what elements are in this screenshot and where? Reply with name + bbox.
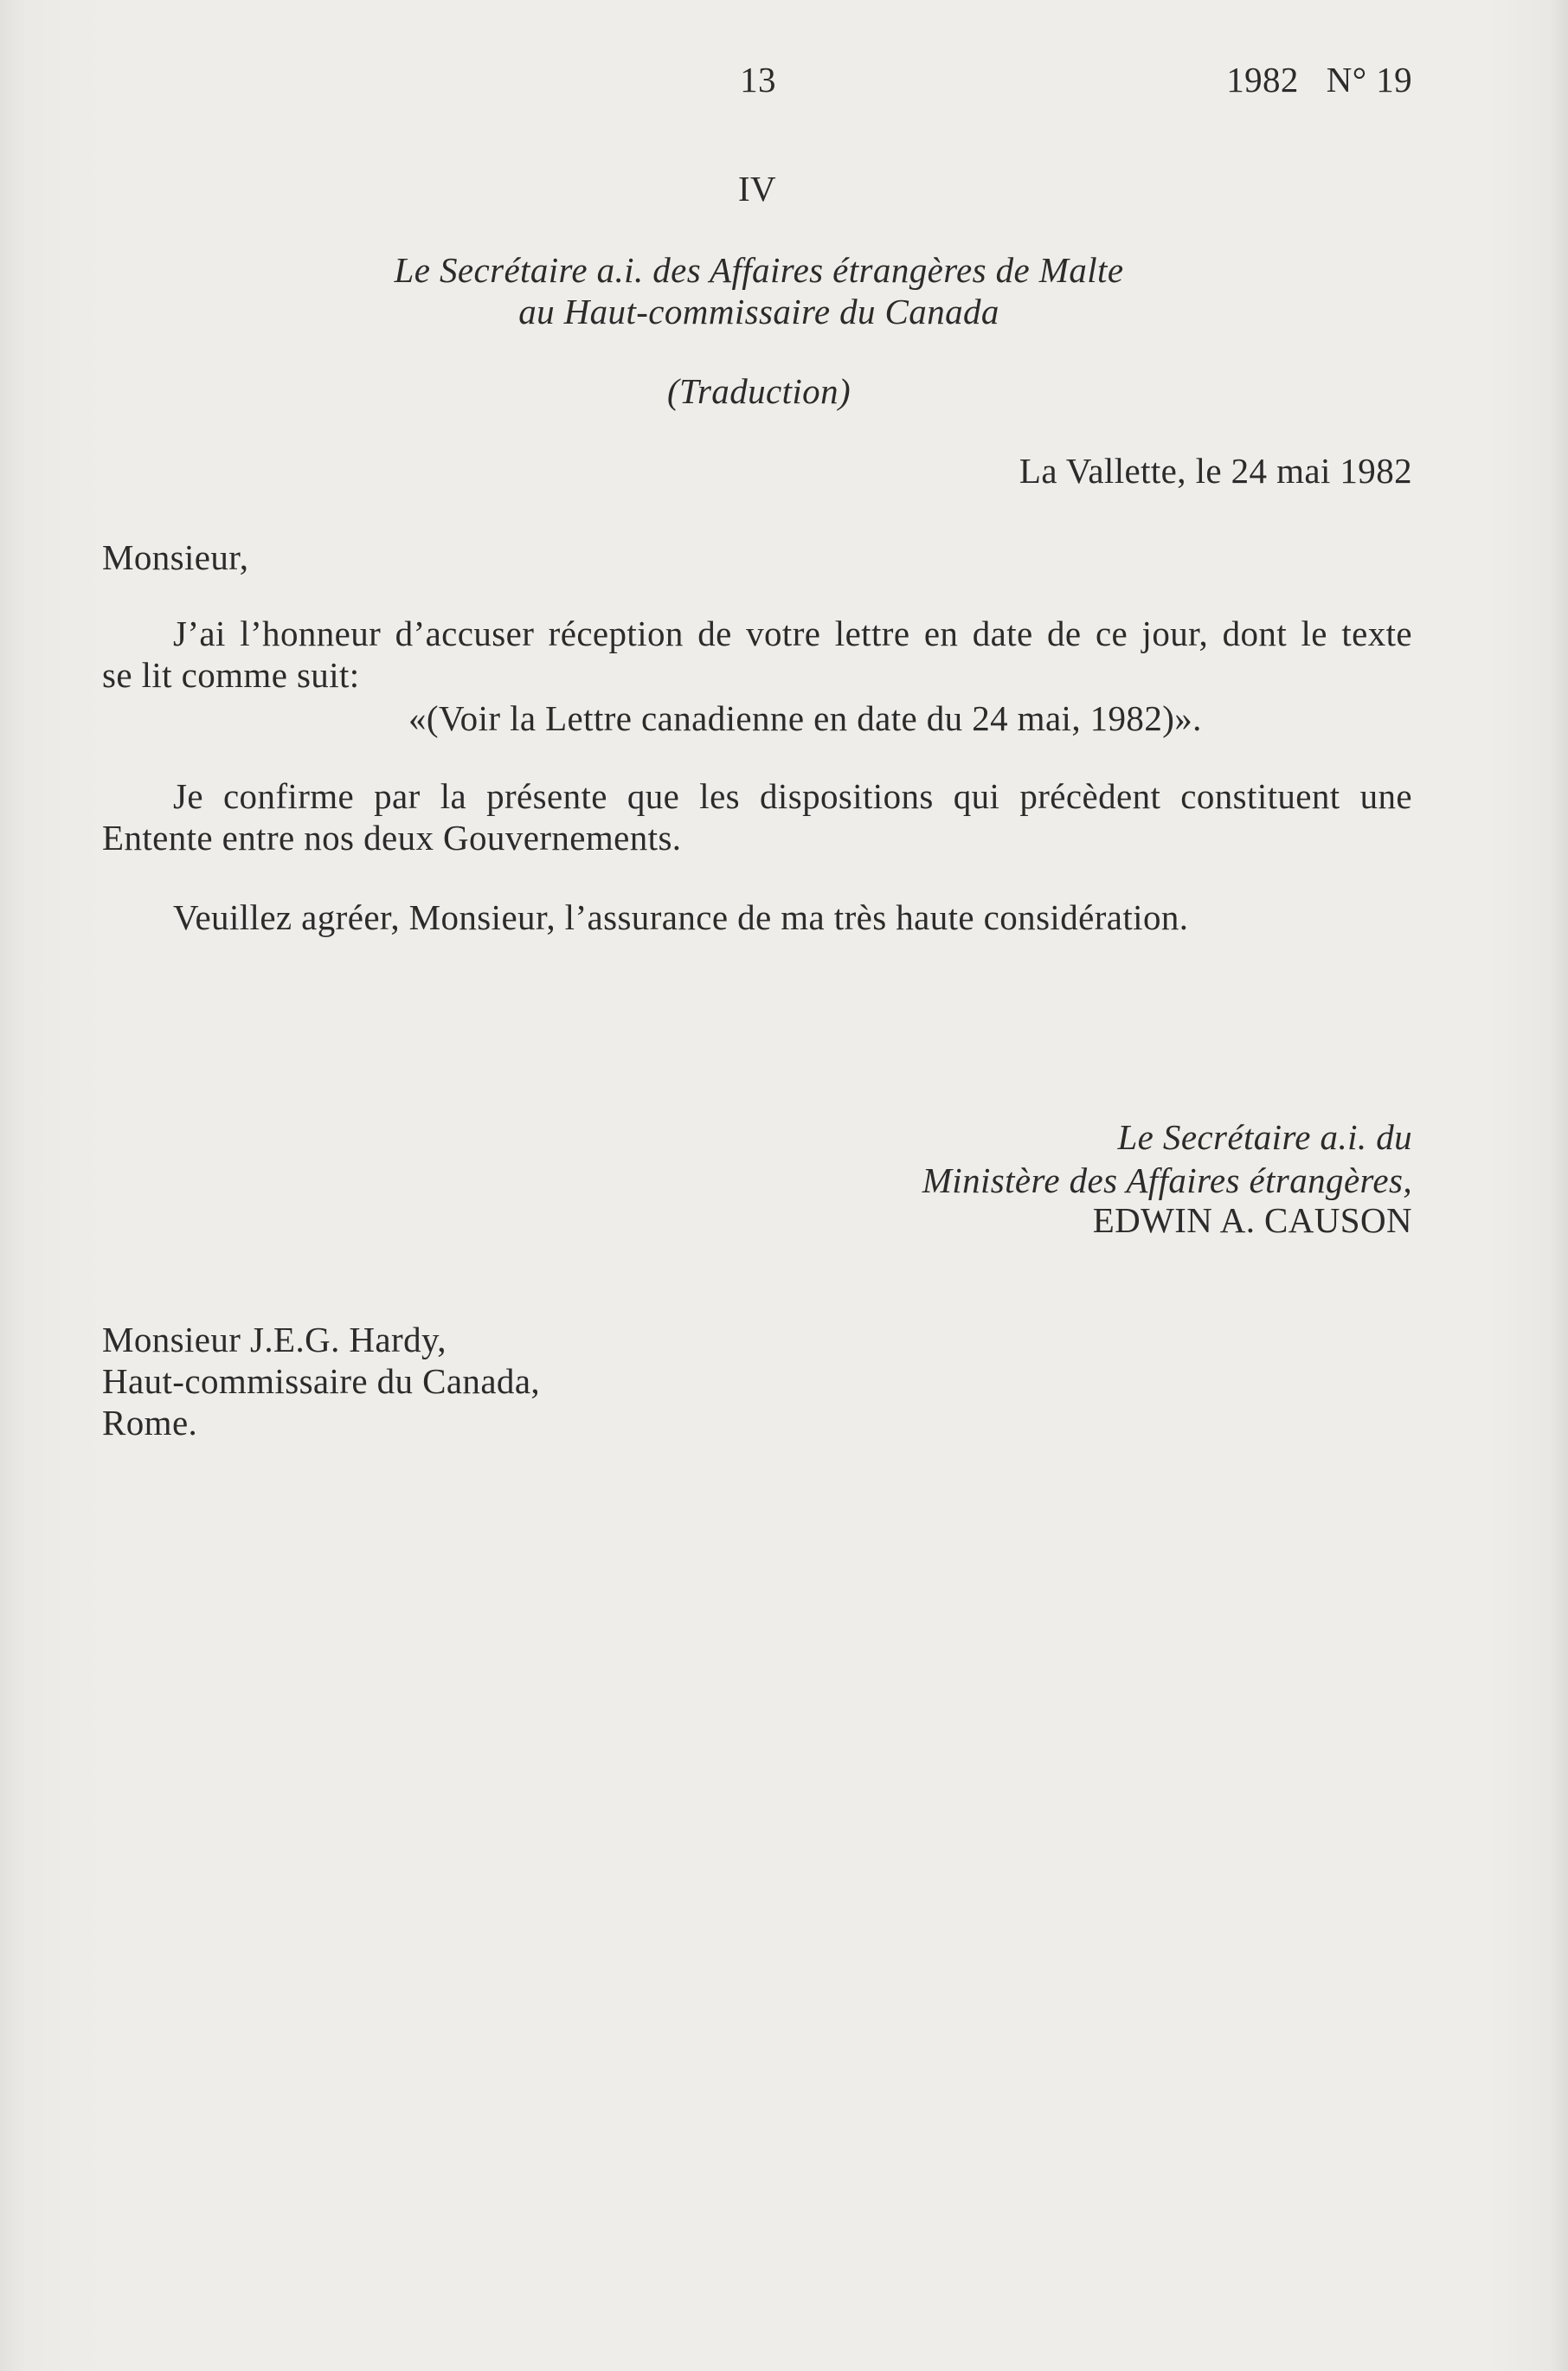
addressee-line-1: Monsieur J.E.G. Hardy,	[102, 1320, 447, 1359]
paragraph-2-line-2: Entente entre nos deux Gouvernements.	[102, 818, 682, 858]
heading-line-1: Le Secrétaire a.i. des Affaires étrangères de Malte	[394, 250, 1124, 290]
paragraph-1-line-1: J’ai l’honneur d’accuser réception de votre lettre en date de ce jour, dont le texte	[173, 614, 1412, 653]
paragraph-1-line-2: se lit comme suit:	[102, 655, 360, 695]
heading-line-2: au Haut-commissaire du Canada	[518, 292, 999, 331]
place-date: La Vallette, le 24 mai 1982	[1019, 451, 1412, 491]
signatory-title-line-2: Ministère des Affaires étrangères,	[922, 1160, 1412, 1200]
closing-paragraph: Veuillez agréer, Monsieur, l’assurance de ma très haute considération.	[173, 897, 1189, 937]
quoted-letter-reference: «(Voir la Lettre canadienne en date du 24 mai, 1982)».	[408, 698, 1202, 738]
signatory-title-line-1: Le Secrétaire a.i. du	[1117, 1117, 1412, 1157]
addressee-line-3: Rome.	[102, 1403, 198, 1443]
addressee-line-2: Haut-commissaire du Canada,	[102, 1361, 541, 1401]
paragraph-2-line-1: Je confirme par la présente que les dispositions qui précèdent constituent une	[173, 776, 1412, 816]
salutation: Monsieur,	[102, 537, 249, 577]
signatory-name: EDWIN A. CAUSON	[1092, 1200, 1412, 1240]
document-number: 1982 N° 19	[1226, 60, 1412, 100]
section-number: IV	[737, 169, 777, 209]
page-number: 13	[740, 60, 776, 100]
translation-note: (Traduction)	[666, 371, 851, 411]
